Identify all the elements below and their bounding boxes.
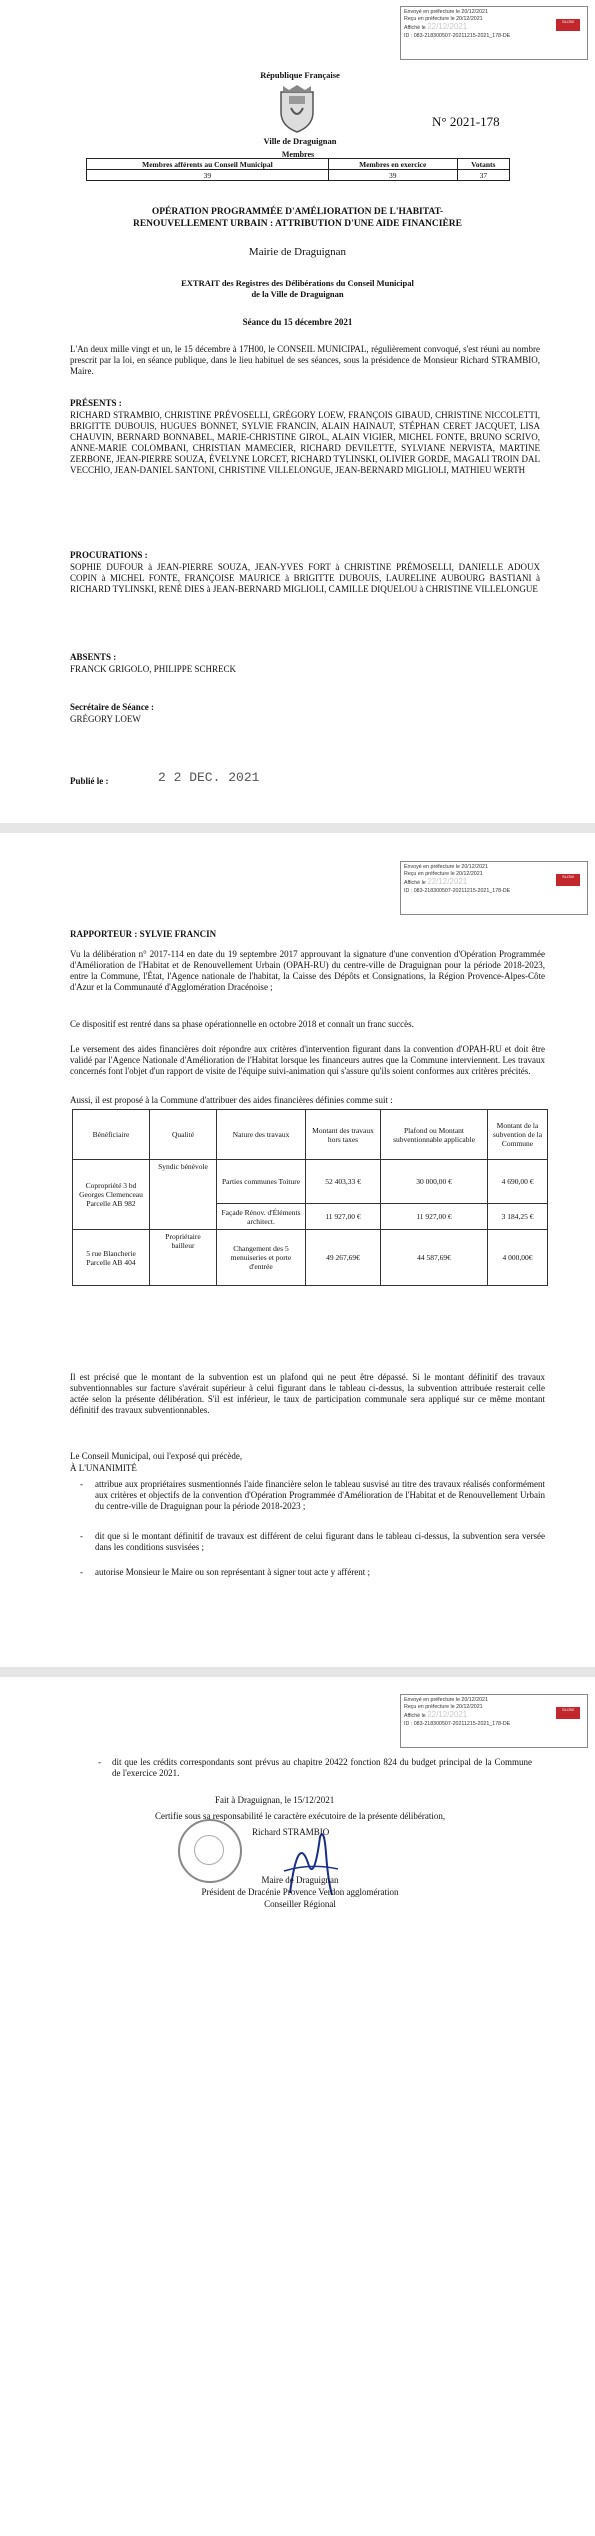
publie-date-stamp: 2 2 DEC. 2021 — [158, 770, 260, 785]
slow-logo: SLOW — [556, 874, 580, 886]
extrait-heading: EXTRAIT des Registres des Délibérations du Conseil Municipal de la Ville de Draguignan — [181, 278, 414, 299]
unanimite: À L'UNANIMITÉ — [70, 1463, 137, 1473]
secretaire-label: Secrétaire de Séance : — [70, 702, 155, 712]
bullet-credits: dit que les crédits correspondants sont prévus au chapitre 20422 fonction 824 du budget principal de la Commune de l'exercice 2021. — [112, 1757, 532, 1778]
paragraph-conseil: Le Conseil Municipal, oui l'exposé qui précède, — [70, 1451, 243, 1461]
intro-paragraph: L'An deux mille vingt et un, le 15 décembre à 17H00, le CONSEIL MUNICIPAL, régulièrement convoqué, s'est réuni au nombre prescrit par la loi, en séance publique, dans le lieu habituel de ses séances, sous la présidence de Monsieur Richard STRAMBIO, Maire. — [70, 344, 540, 376]
publie-label: Publié le : — [70, 776, 109, 786]
page-1 — [0, 0, 595, 823]
paragraph-versement: Le versement des aides financières doit répondre aux critères d'intervention figurant dans la convention d'OPAH-RU et doit être validé par l'Agence Nationale d'Amélioration de l'Habitat lorsque les financeurs autres que la Commune interviennent. Les travaux concernés font l'objet d'un rapport de visite de l'équipe suivi-animation qui s'assure qu'ils soient conformes aux critères précités. — [70, 1044, 545, 1076]
prefecture-stamp: Envoyé en préfecture le 20/12/2021 Reçu en préfecture le 20/12/2021 Affiché le 22/12/2021 ID : 083-218300507-20211215-2021_178-DE SLOW — [400, 1694, 588, 1748]
coat-of-arms-icon — [275, 84, 319, 134]
page-2 — [0, 833, 595, 1667]
paragraph-precise: Il est précisé que le montant de la subvention est un plafond qui ne peut être dépassé. Si le montant définitif des travaux subventionnables sur facture s'avérait supérieur à celui figurant dans le tableau ci-dessus, la subvention attribuée resterait celle actée selon la présente délibération. S'il est inférieur, le taux de participation communale sera appliqué sur ce même montant définitif des travaux subventionnables. — [70, 1372, 545, 1415]
paragraph-dispositif: Ce dispositif est rentré dans sa phase opérationnelle en octobre 2018 et connaît un franc succès. — [70, 1019, 414, 1029]
procurations-label: PROCURATIONS : — [70, 550, 148, 560]
table-row: Copropriété 3 bd Georges Clemenceau Parcelle AB 982 Syndic bénévole Parties communes Toiture 52 403,33 € 30 000,00 € 4 690,00 € — [73, 1160, 548, 1204]
ville-heading: Ville de Draguignan — [263, 136, 337, 146]
signatory-title-2: Président de Dracénie Provence Verdon agglomération — [201, 1887, 399, 1897]
official-seal-icon — [178, 1819, 242, 1883]
presents-list: RICHARD STRAMBIO, CHRISTINE PRÉVOSELLI, GRÉGORY LOEW, FRANÇOIS GIBAUD, CHRISTINE NICCOLETTI, BRIGITTE DUBOUIS, HUGUES BONNET, SYLVIE FRANCIN, ALAIN HAINAUT, STÉPHAN CERET JACQUET, LISA CHAUVIN, BERNARD BONNABEL, MARIE-CHRISTINE GIROL, ALAIN VIGIER, MICHEL FONTE, BRUNO SCRIVO, ANNE-MARIE COLOMBANI, CHRISTIAN MAMECIER, RICHARD DEVILETTE, SYLVIANE NERVISTA, MARTINE ZERBONE, JEAN-PIERRE SOUZA, ÉVELYNE LORCET, RICHARD TYLINSKI, OLIVIER GORDE, MAGALI TROIN DAL VECCHIO, JEAN-DANIEL SANTONI, CHRISTINE VILLELONGUE, JEAN-BERNARD MIGLIOLI, MATHIEU WERTH — [70, 410, 540, 475]
bullet-dash: - — [80, 1479, 83, 1489]
signatory-name: Richard STRAMBIO — [252, 1827, 330, 1837]
bullet-dash: - — [80, 1567, 83, 1577]
bullet-attribue: attribue aux propriétaires susmentionnés l'aide financière selon le tableau susvisé au titre des travaux réalisés conformément aux critères et objectifs de la convention d'Opération Programmée d'Amélioration de l'Habitat et de Renouvellement Urbain du centre-ville de Draguignan pour la période 2018-2023 ; — [95, 1479, 545, 1511]
presents-label: PRÉSENTS : — [70, 398, 122, 408]
table-row: Façade Rénov. d'Éléments architect. 11 927,00 € 11 927,00 € 3 184,25 € — [73, 1204, 548, 1230]
slow-logo: SLOW — [556, 1707, 580, 1719]
page-3 — [0, 1677, 595, 2536]
absents-label: ABSENTS : — [70, 652, 117, 662]
signatory-title-3: Conseiller Régional — [264, 1899, 336, 1909]
table-header-row: Bénéficiaire Qualité Nature des travaux Montant des travaux hors taxes Plafond ou Montant subventionnable applicable Montant de la subvention de la Commune — [73, 1110, 548, 1160]
prefecture-stamp: Envoyé en préfecture le 20/12/2021 Reçu en préfecture le 20/12/2021 Affiché le 22/12/2021 ID : 083-218300507-20211215-2021_178-DE SLOW — [400, 861, 588, 915]
secretaire-name: GRÉGORY LOEW — [70, 714, 141, 724]
absents-list: FRANCK GRIGOLO, PHILIPPE SCHRECK — [70, 664, 237, 674]
signatory-title-1: Maire de Draguignan — [261, 1875, 339, 1885]
republique-heading: République Française — [260, 70, 340, 80]
bullet-dit: dit que si le montant définitif de travaux est différent de celui figurant dans le tableau ci-dessus, la subvention sera versée dans les conditions susvisées ; — [95, 1531, 545, 1552]
certifie: Certifie sous sa responsabilité le caractère exécutoire de la présente délibération, — [155, 1811, 446, 1821]
members-table: Membres afférents au Conseil Municipal Membres en exercice Votants 39 39 37 — [86, 158, 510, 181]
aid-table — [72, 1109, 548, 1286]
mairie-heading: Mairie de Draguignan — [248, 246, 347, 258]
fait-a: Fait à Draguignan, le 15/12/2021 — [215, 1795, 335, 1805]
deliberation-number: N° 2021-178 — [432, 114, 500, 129]
procurations-list: SOPHIE DUFOUR à JEAN-PIERRE SOUZA, JEAN-YVES FORT à CHRISTINE PRÉMOSELLI, DANIELLE ADOUX COPIN à MICHEL FONTE, FRANÇOISE MAURICE à BRIGITTE DUBOUIS, LAURELINE AUBOURG BASTIANI à RICHARD TYLINSKI, RENÉ DIES à JEAN-BERNARD MIGLIOLI, CAMILLE DIQUELOU à CHRISTINE VILLELONGUE — [70, 562, 540, 594]
seance-date: Séance du 15 décembre 2021 — [242, 317, 353, 327]
bullet-dash: - — [98, 1757, 101, 1767]
members-title: Membres — [281, 150, 315, 159]
paragraph-aussi: Aussi, il est proposé à la Commune d'attribuer des aides financières définies comme suit : — [70, 1095, 393, 1105]
bullet-dash: - — [80, 1531, 83, 1541]
rapporteur: RAPPORTEUR : SYLVIE FRANCIN — [70, 929, 217, 939]
slow-logo: SLOW — [556, 19, 580, 31]
bullet-autorise: autorise Monsieur le Maire ou son représentant à signer tout acte y afférent ; — [95, 1567, 370, 1577]
table-row: 5 rue Blancherie Parcelle AB 404 Propriétaire bailleur Changement des 5 menuiseries et porte d'entrée 49 267,69€ 44 587,69€ 4 000,00€ — [73, 1230, 548, 1286]
prefecture-stamp: Envoyé en préfecture le 20/12/2021 Reçu en préfecture le 20/12/2021 Affiché le 22/12/2021 ID : 083-218300507-20211215-2021_178-DE SLOW — [400, 6, 588, 60]
paragraph-vu: Vu la délibération n° 2017-114 en date du 19 septembre 2017 approuvant la signature d'une convention d'Opération Programmée d'Amélioration de l'Habitat et de Renouvellement Urbain (OPAH-RU) du centre-ville de Draguignan pour la période 2018-2023, entre la Commune, l'État, l'Agence nationale de l'habitat, la Caisse des Dépôts et Consignations, la Région Provence-Alpes-Côte d'Azur et la Communauté d'Agglomération Dracénoise ; — [70, 949, 545, 992]
operation-title: OPÉRATION PROGRAMMÉE D'AMÉLIORATION DE L'HABITAT- RENOUVELLEMENT URBAIN : ATTRIBUTION D'UNE AIDE FINANCIÈRE — [132, 207, 463, 229]
